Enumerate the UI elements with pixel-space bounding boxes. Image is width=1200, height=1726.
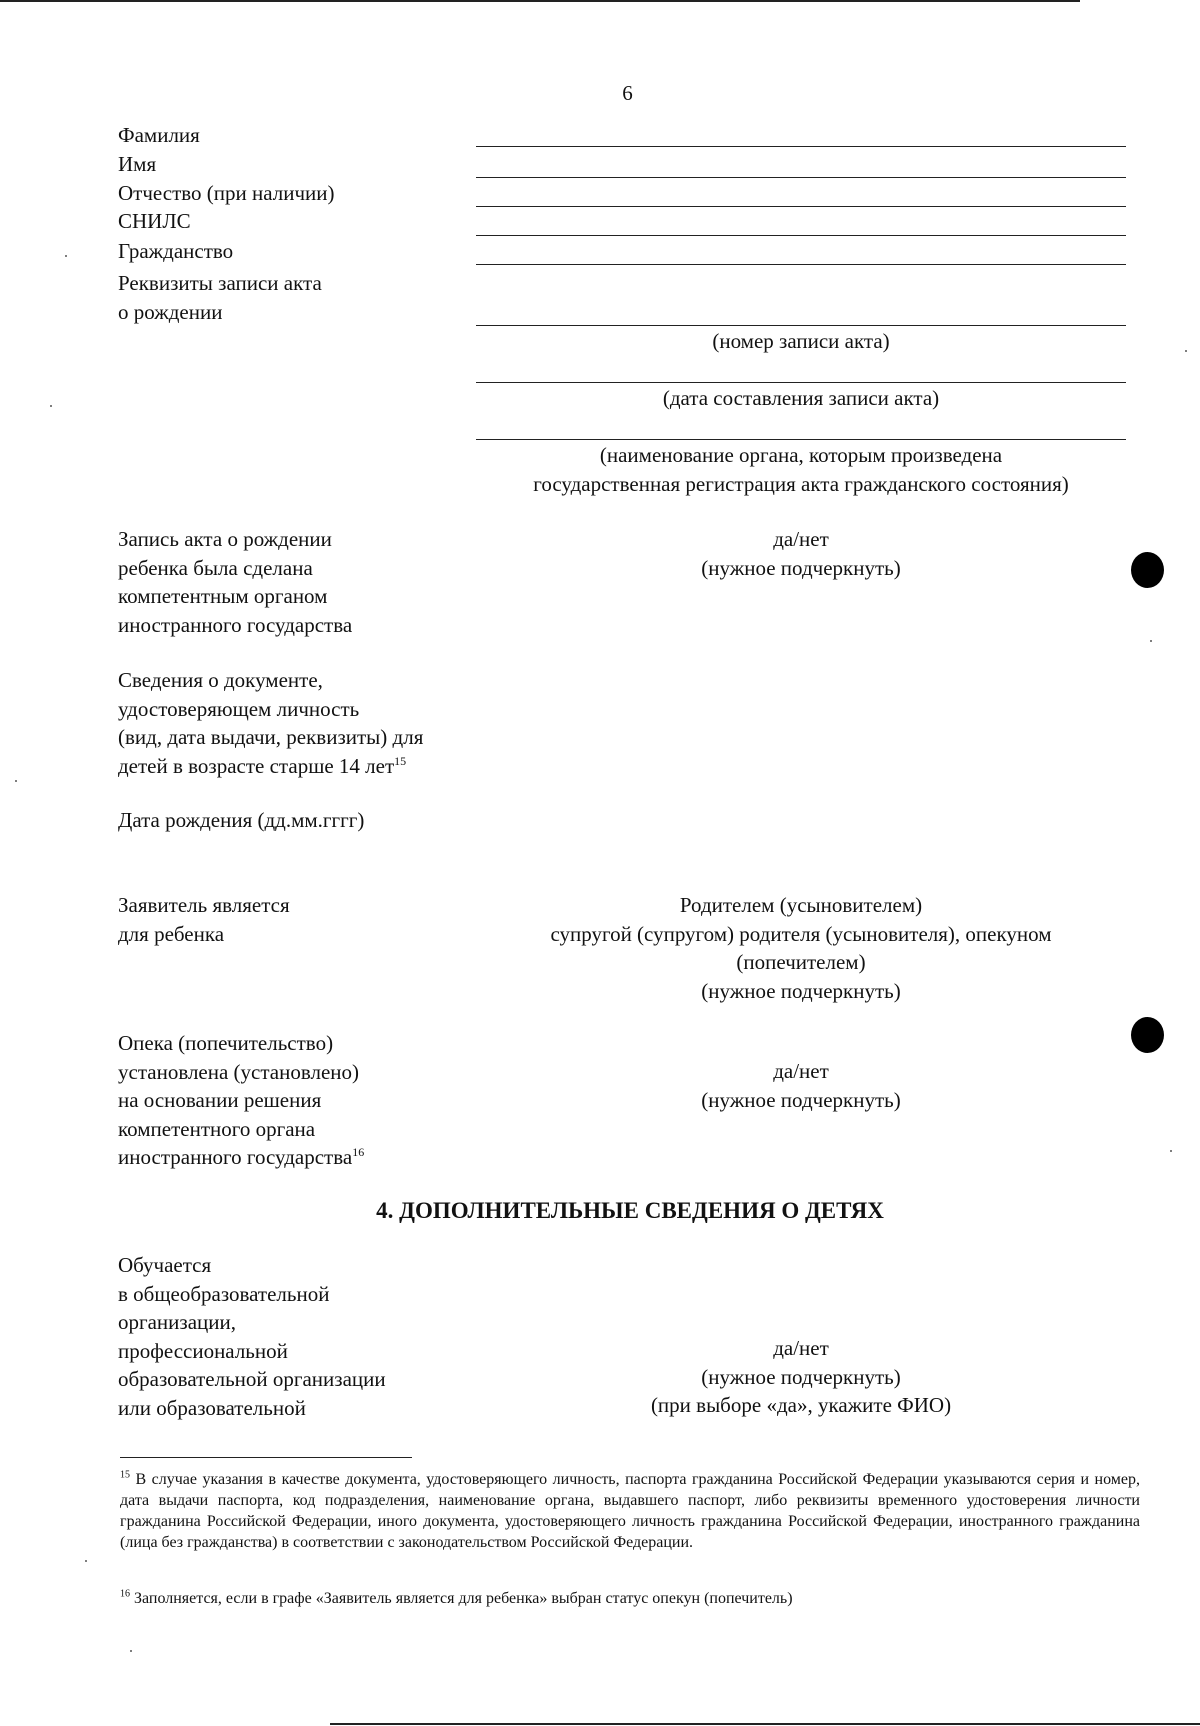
section-heading: 4. ДОПОЛНИТЕЛЬНЫЕ СВЕДЕНИЯ О ДЕТЯХ [376, 1198, 884, 1223]
scan-hole-mark [1131, 552, 1164, 588]
label-surname: Фамилия [118, 123, 200, 147]
yes-no-choice[interactable]: да/нет [773, 527, 829, 551]
label-line: на основании решения [118, 1088, 322, 1112]
option-trustee[interactable]: (попечителем) [736, 950, 866, 974]
patronymic-input-line[interactable] [476, 206, 1126, 207]
footnote-ref-15[interactable]: 15 [394, 753, 407, 768]
caption-record-date: (дата составления записи акта) [662, 386, 940, 410]
name-input-line[interactable] [476, 177, 1126, 178]
fio-hint: (при выборе «да», укажите ФИО) [650, 1393, 952, 1417]
footnote-15 [120, 1469, 1140, 1553]
yes-no-choice[interactable]: да/нет [773, 1059, 829, 1083]
footnote-separator [120, 1457, 412, 1458]
guardianship-answer [476, 1057, 1126, 1114]
education-answer [476, 1334, 1126, 1420]
label-line: Сведения о документе, [118, 668, 323, 692]
label-line: профессиональной [118, 1338, 288, 1363]
scan-top-edge [0, 0, 1080, 2]
applicant-options [476, 891, 1126, 1005]
label-line: Обучается [118, 1253, 212, 1277]
caption-authority-line1: (наименование органа, которым произведена [599, 443, 1003, 467]
label-birth-record-line2: о рождении [118, 299, 223, 324]
label-patronymic: Отчество (при наличии) [118, 181, 335, 205]
label-applicant [118, 891, 290, 948]
surname-input-line[interactable] [476, 146, 1126, 147]
label-line: или образовательной [118, 1395, 306, 1420]
label-line: компетентным органом [118, 584, 328, 608]
scan-speck [1170, 1150, 1172, 1152]
scan-speck [1185, 350, 1187, 352]
label-guardianship [118, 1029, 364, 1172]
label-foreign-record [118, 525, 352, 639]
label-line-text: детей в возрасте старше 14 лет [118, 753, 395, 778]
label-line: для ребенка [118, 921, 225, 946]
footnote-number: 16 [120, 1588, 130, 1600]
option-parent[interactable]: Родителем (усыновителем) [679, 893, 923, 917]
label-line: иностранного государства [118, 612, 353, 637]
label-line: Опека (попечительство) [118, 1031, 334, 1055]
authority-input-line[interactable] [476, 439, 1126, 440]
scan-speck [85, 1560, 87, 1562]
label-line: удостоверяющем личность [118, 696, 360, 721]
label-line: ребенка была сделана [118, 555, 313, 580]
label-line: Запись акта о рождении [118, 527, 332, 551]
label-education [118, 1251, 386, 1422]
label-line: компетентного органа [118, 1116, 316, 1141]
scan-speck [50, 405, 52, 407]
label-line: в общеобразовательной [118, 1281, 330, 1306]
label-line [118, 752, 423, 781]
scan-bottom-edge [330, 1723, 1200, 1725]
label-line: Заявитель является [118, 893, 290, 917]
scan-hole-mark [1131, 1017, 1164, 1053]
snils-input-line[interactable] [476, 235, 1126, 236]
label-id-document [118, 666, 423, 780]
scan-speck [15, 780, 17, 782]
scan-speck [65, 255, 67, 257]
caption-authority-line2: государственная регистрация акта гражданского состояния) [533, 471, 1069, 496]
option-spouse-guardian[interactable]: супругой (супругом) родителя (усыновителя), опекуном [550, 921, 1052, 946]
label-birth-record [118, 269, 322, 326]
footnote-text: Заполняется, если в графе «Заявитель является для ребенка» выбран статус опекун (попечитель) [134, 1590, 793, 1607]
record-date-input-line[interactable] [476, 382, 1126, 383]
footnote-text: В случае указания в качестве документа, удостоверяющего личность, паспорта гражданина Российской Федерации указываются серия и номер, дата выдачи паспорта, код подразделения, наименование органа, выдавшего паспорт, либо реквизиты временного удостоверения личности гражданина Российской Федерации, иного документа, удостоверяющего личность гражданина Российской Федерации, иностранного гражданина (лица без гражданства) в соответствии с законодательством Российской Федерации. [120, 1471, 1141, 1551]
label-line: (вид, дата выдачи, реквизиты) для [118, 725, 424, 749]
label-citizenship: Гражданство [118, 239, 234, 263]
caption-record-number: (номер записи акта) [712, 329, 890, 353]
label-line-text: иностранного государства [118, 1145, 353, 1169]
yes-no-choice[interactable]: да/нет [773, 1336, 829, 1360]
underline-hint: (нужное подчеркнуть) [701, 978, 901, 1003]
label-line: образовательной организации [118, 1367, 386, 1391]
caption-authority [476, 441, 1126, 498]
label-birth-date: Дата рождения (дд.мм.гггг) [118, 808, 365, 832]
foreign-record-answer [476, 525, 1126, 582]
underline-hint: (нужное подчеркнуть) [701, 1364, 901, 1389]
scan-speck [130, 1650, 132, 1652]
page-number: 6 [622, 81, 633, 105]
scan-speck [1150, 640, 1152, 642]
footnote-ref-16[interactable]: 16 [352, 1145, 365, 1159]
record-number-input-line[interactable] [476, 325, 1126, 326]
footnote-16 [120, 1588, 1140, 1609]
underline-hint: (нужное подчеркнуть) [701, 1087, 901, 1112]
label-snils: СНИЛС [118, 209, 191, 233]
label-line: установлена (установлено) [118, 1059, 360, 1084]
underline-hint: (нужное подчеркнуть) [701, 555, 901, 580]
footnote-number: 15 [120, 1469, 130, 1481]
citizenship-input-line[interactable] [476, 264, 1126, 265]
label-line: организации, [118, 1310, 236, 1334]
label-birth-record-line1: Реквизиты записи акта [118, 271, 322, 295]
label-line [118, 1143, 364, 1172]
label-name: Имя [118, 152, 157, 176]
